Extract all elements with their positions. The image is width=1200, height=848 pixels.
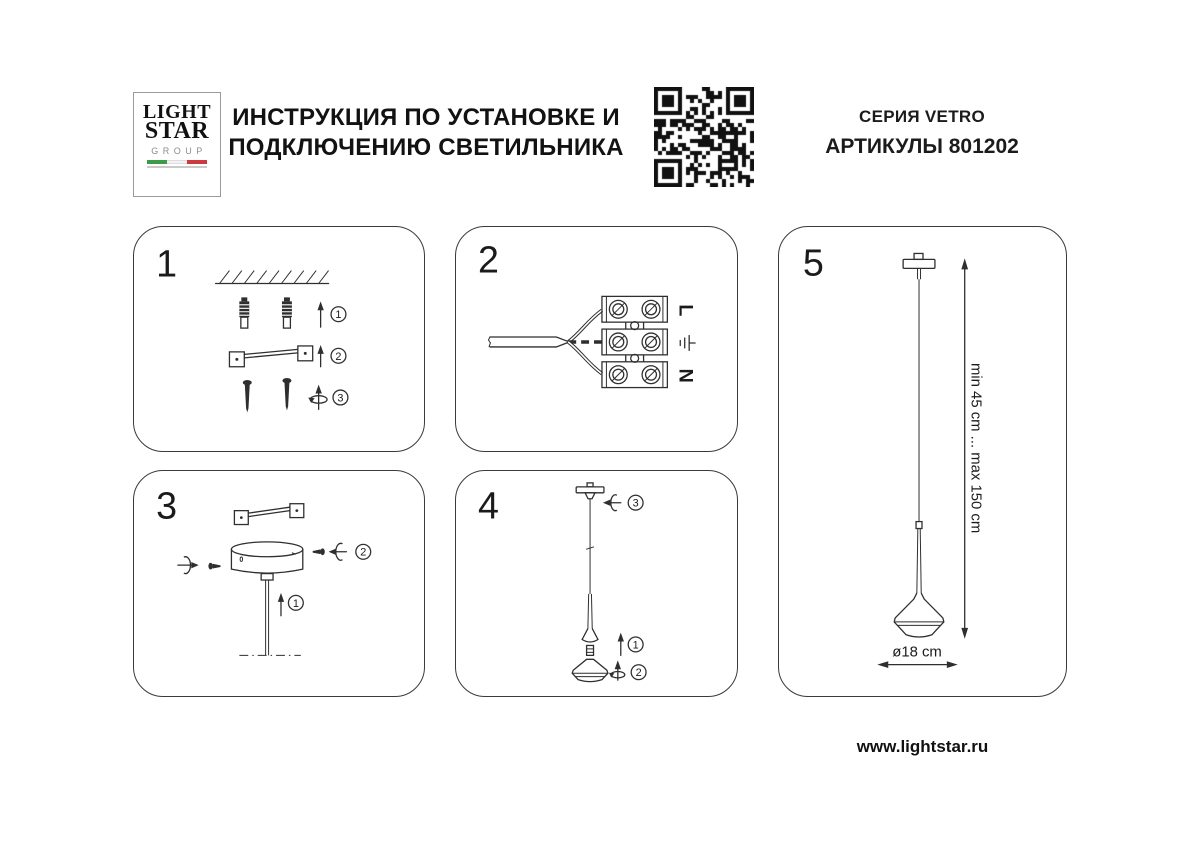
article-label: АРТИКУЛЫ 801202 xyxy=(825,135,1019,158)
page-title xyxy=(206,103,646,163)
wall-anchor-icon xyxy=(239,297,249,328)
wire-live-icon xyxy=(568,310,602,342)
rotate-arrow-icon xyxy=(178,557,199,574)
title-line-2: ПОДКЛЮЧЕНИЮ СВЕТИЛЬНИКА xyxy=(228,134,624,161)
wire-neutral-icon xyxy=(568,342,602,374)
rotate-arrow-icon xyxy=(329,543,347,560)
series-label: СЕРИЯ VETRO xyxy=(859,107,985,126)
svg-text:2: 2 xyxy=(635,667,642,680)
svg-text:3: 3 xyxy=(337,392,344,405)
suspension-rod-icon xyxy=(582,499,598,642)
canopy-icon xyxy=(231,542,302,580)
wall-anchor-icon xyxy=(282,297,292,328)
step-1-badge xyxy=(331,307,346,322)
svg-text:L: L xyxy=(674,304,697,317)
terminal-row-ground xyxy=(602,329,667,355)
panel-4-pendant-assembly xyxy=(455,470,738,697)
website-url: www.lightstar.ru xyxy=(856,737,989,756)
power-cable-icon xyxy=(488,337,568,347)
step-arrow-up-icon xyxy=(618,633,624,656)
step-arrow-up-icon xyxy=(317,345,323,367)
step-arrow-up-icon xyxy=(317,301,323,327)
step-2-badge xyxy=(356,544,371,559)
label-neutral xyxy=(674,369,696,383)
panel-2-number: 2 xyxy=(478,238,500,281)
svg-text:2: 2 xyxy=(335,350,342,363)
screw-rotate-icon xyxy=(308,385,327,410)
panel-5-dimensions xyxy=(778,226,1067,697)
step-1-badge xyxy=(288,595,303,610)
height-dimension-arrow xyxy=(961,258,968,638)
step-arrow-up-icon xyxy=(278,593,284,616)
lamp-shade-icon xyxy=(572,659,608,681)
svg-text:N: N xyxy=(674,368,697,383)
svg-text:1: 1 xyxy=(335,309,342,322)
panel-1-number: 1 xyxy=(156,242,178,285)
svg-text:1: 1 xyxy=(632,639,639,652)
screw-icon xyxy=(282,378,291,410)
canopy-icon xyxy=(576,483,604,499)
panel-2-wiring xyxy=(455,226,738,452)
panel-4-number: 4 xyxy=(478,484,500,527)
step-3-badge xyxy=(628,495,643,510)
qr-code xyxy=(654,87,754,187)
terminal-row-neutral xyxy=(602,362,667,388)
series-block xyxy=(792,107,1052,159)
panel-1-mounting-hardware xyxy=(133,226,425,452)
svg-text:1: 1 xyxy=(292,597,299,610)
diameter-label: ø18 cm xyxy=(892,644,942,661)
terminal-block-icon xyxy=(602,296,667,387)
screw-rotate-icon xyxy=(609,660,625,680)
terminal-row-live xyxy=(602,296,667,322)
step-1-badge xyxy=(628,637,643,652)
diameter-dimension-arrow xyxy=(877,661,957,668)
panel-3-canopy-mounting xyxy=(133,470,425,697)
title-line-1: ИНСТРУКЦИЯ ПО УСТАНОВКЕ И xyxy=(232,104,620,131)
logo-word-star: STAR xyxy=(144,118,210,144)
panel-5-number: 5 xyxy=(802,241,824,284)
italian-flag-icon xyxy=(147,160,207,168)
panel-3-number: 3 xyxy=(156,484,178,527)
svg-text:min 45 cm ... max 150 cm: min 45 cm ... max 150 cm xyxy=(967,362,984,534)
label-live xyxy=(674,304,696,316)
suspension-cord-icon xyxy=(239,580,300,655)
mounting-bracket-icon xyxy=(229,346,312,367)
step-2-badge xyxy=(631,665,646,680)
ceiling-hatch-icon xyxy=(216,271,329,284)
ground-symbol-icon xyxy=(680,336,695,351)
logo-word-group: GROUP xyxy=(151,146,207,156)
lamp-holder-icon xyxy=(587,645,594,655)
rotate-arrow-icon xyxy=(603,495,621,511)
mounting-bracket-icon xyxy=(234,504,303,525)
step-3-badge xyxy=(333,390,348,405)
height-range-label xyxy=(968,363,984,533)
step-2-badge xyxy=(331,348,346,363)
screw-icon xyxy=(313,548,325,555)
pendant-lamp-icon xyxy=(894,253,944,637)
svg-text:3: 3 xyxy=(632,497,639,510)
logo-word-light: LIGHT xyxy=(142,101,212,123)
screw-icon xyxy=(243,380,252,412)
svg-text:2: 2 xyxy=(360,546,367,559)
screw-icon xyxy=(208,563,220,570)
